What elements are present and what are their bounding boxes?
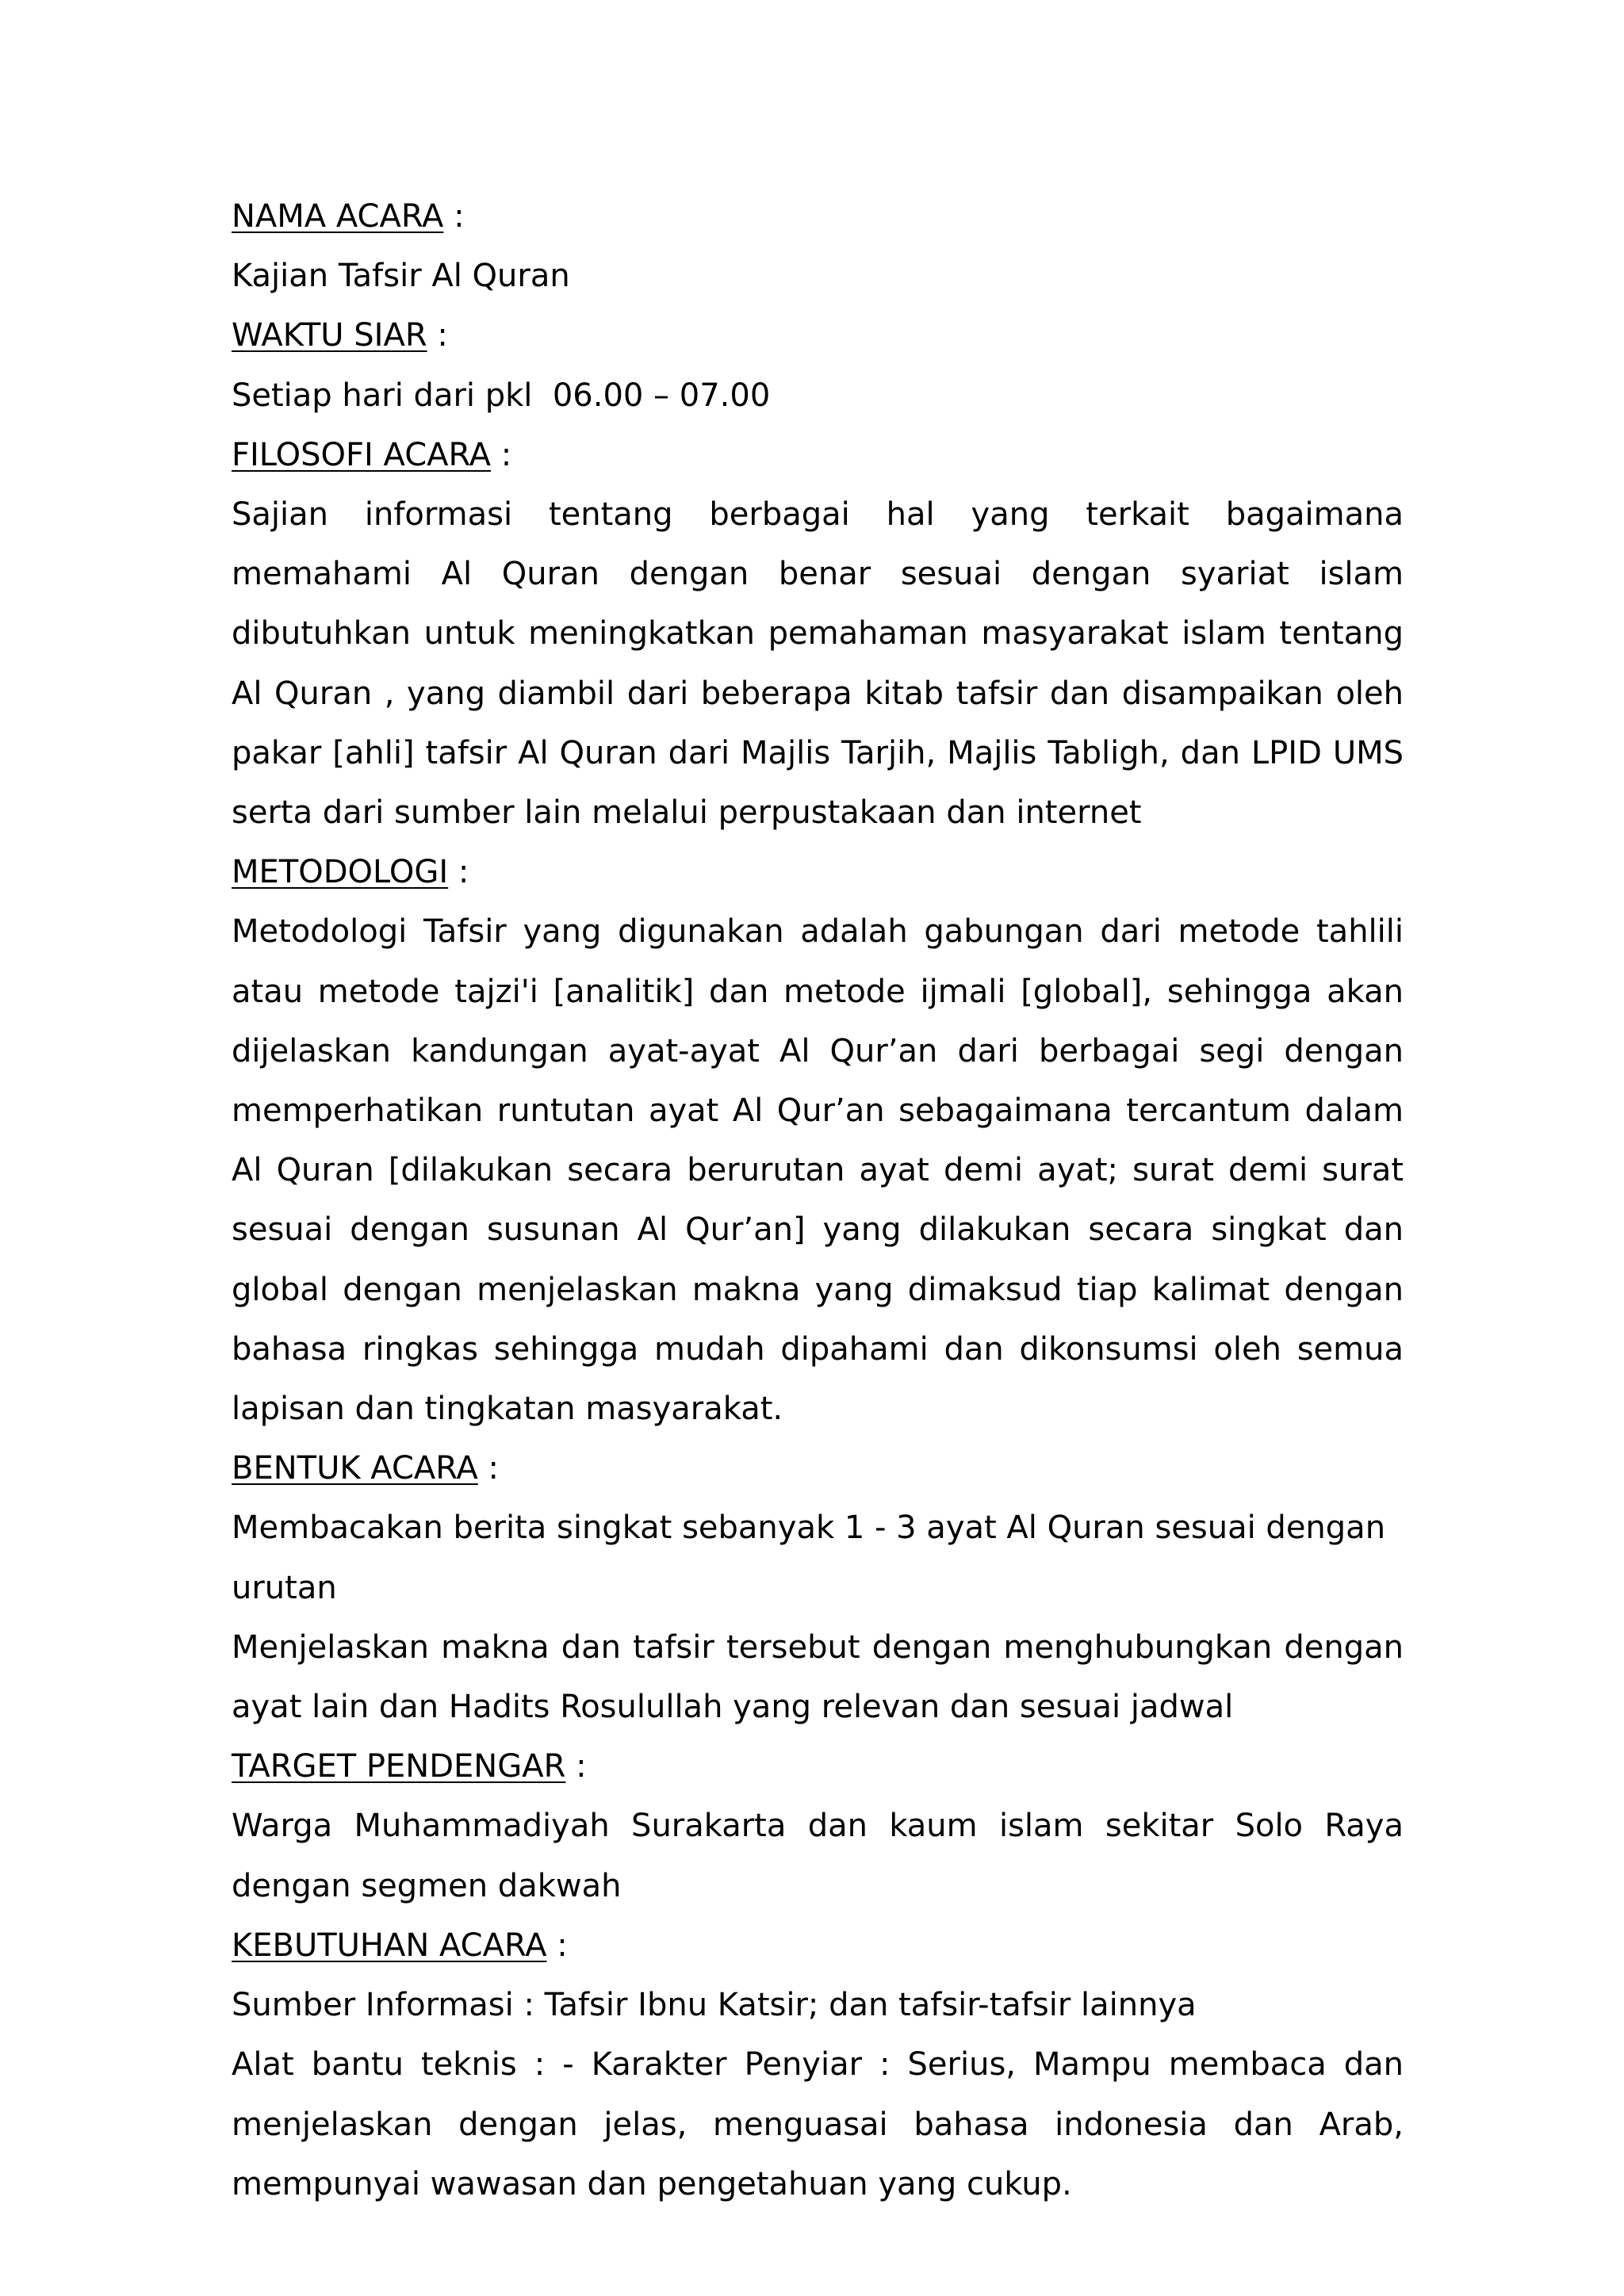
- broadcast-time: Setiap hari dari pkl 06.00 – 07.00: [232, 377, 771, 414]
- heading-label: TARGET PENDENGAR: [232, 1748, 566, 1785]
- heading-label: FILOSOFI ACARA: [232, 436, 492, 473]
- document-body: [232, 187, 1404, 2214]
- heading-colon: :: [448, 854, 469, 891]
- section-heading-bentuk-acara: [232, 1439, 1404, 1498]
- heading-label: METODOLOGI: [232, 854, 449, 891]
- heading-label: KEBUTUHAN ACARA: [232, 1927, 547, 1964]
- heading-colon: :: [477, 1450, 499, 1487]
- format-paragraph: Menjelaskan makna dan tafsir tersebut dengan menghubungkan dengan ayat lain dan Hadits Rosulullah yang relevan dan sesuai jadwal: [232, 1628, 1404, 1726]
- section-heading-metodologi: [232, 843, 1404, 902]
- section-heading-filosofi-acara: [232, 426, 1404, 485]
- heading-colon: :: [546, 1927, 568, 1964]
- heading-colon: :: [565, 1748, 587, 1785]
- section-heading-kebutuhan-acara: [232, 1916, 1404, 1976]
- heading-colon: :: [427, 317, 448, 354]
- heading-label: BENTUK ACARA: [232, 1450, 478, 1487]
- section-heading-target-pendengar: [232, 1737, 1404, 1797]
- philosophy-paragraph: Sajian informasi tentang berbagai hal yang terkait bagaimana memahami Al Quran dengan benar sesuai dengan syariat islam dibutuhkan untuk meningkatkan pemahaman masyarakat islam tentang Al Quran , yang diambil dari beberapa kitab tafsir dan disampaikan oleh pakar [ahli] tafsir Al Quran dari Majlis Tarjih, Majlis Tabligh, dan LPID UMS serta dari sumber lain melalui perpustakaan dan internet: [232, 496, 1404, 832]
- heading-colon: :: [443, 198, 465, 235]
- audience-paragraph: Warga Muhammadiyah Surakarta dan kaum islam sekitar Solo Raya dengan segmen dakwah: [232, 1808, 1404, 1904]
- technical-aids-paragraph: Alat bantu teknis : - Karakter Penyiar : Serius, Mampu membaca dan menjelaskan dengan jelas, menguasai bahasa indonesia dan Arab, mempunyai wawasan dan pengetahuan yang cukup.: [232, 2046, 1404, 2202]
- program-name: Kajian Tafsir Al Quran: [232, 258, 570, 295]
- section-heading-waktu-siar: [232, 306, 1404, 365]
- heading-label: WAKTU SIAR: [232, 317, 427, 354]
- format-line-1: Membacakan berita singkat sebanyak 1 - 3 ayat Al Quran sesuai dengan urutan: [232, 1510, 1386, 1606]
- heading-colon: :: [491, 436, 512, 473]
- section-heading-nama-acara: [232, 187, 1404, 247]
- information-source: Sumber Informasi : Tafsir Ibnu Katsir; dan tafsir-tafsir lainnya: [232, 1987, 1197, 2024]
- heading-label: NAMA ACARA: [232, 198, 444, 235]
- methodology-paragraph: Metodologi Tafsir yang digunakan adalah gabungan dari metode tahlili atau metode tajzi'i [analitik] dan metode ijmali [global], sehingga akan dijelaskan kandungan ayat-ayat Al Qur’an dari berbagai segi dengan memperhatikan runtutan ayat Al Qur’an sebagaimana tercantum dalam Al Quran [dilakukan secara berurutan ayat demi ayat; surat demi surat sesuai dengan susunan Al Qur’an] yang dilakukan secara singkat dan global dengan menjelaskan makna yang dimaksud tiap kalimat dengan bahasa ringkas sehingga mudah dipahami dan dikonsumsi oleh semua lapisan dan tingkatan masyarakat.: [232, 913, 1404, 1428]
